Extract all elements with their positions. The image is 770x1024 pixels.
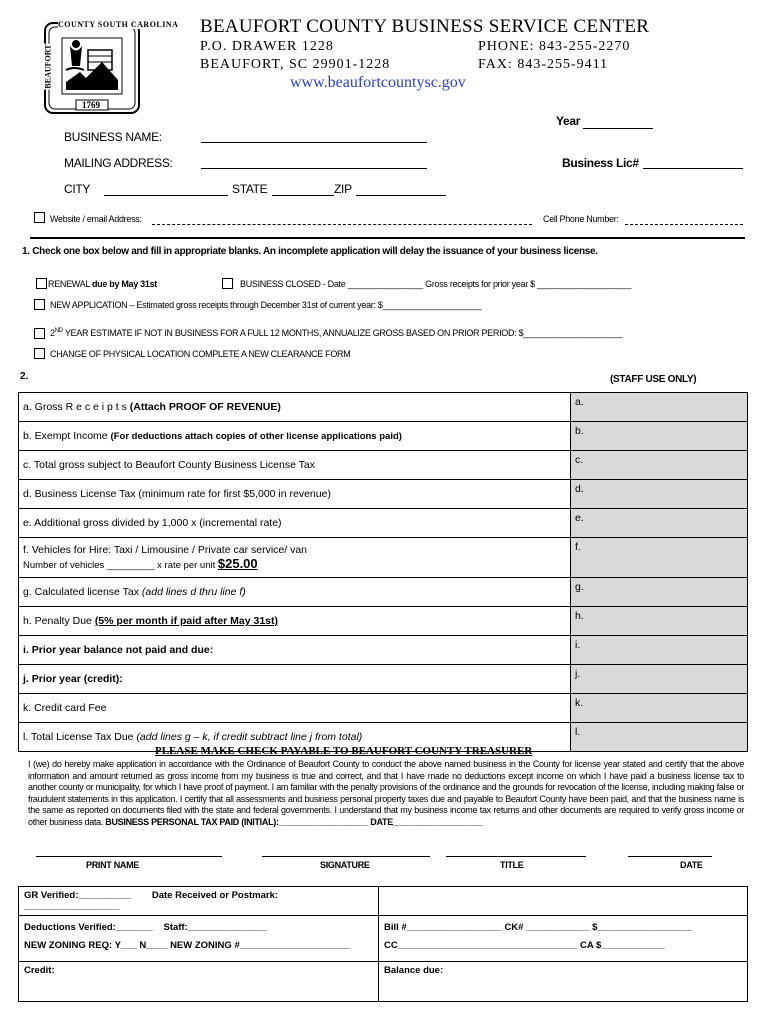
staff-cell: h. xyxy=(571,607,748,636)
second-year-label: 2ND YEAR ESTIMATE IF NOT IN BUSINESS FOR A FULL 12 MONTHS, ANNUALIZE GROSS BASED ON PRIOR PERIOD: $_____________________ xyxy=(50,328,623,338)
staff-cell: f. xyxy=(571,538,748,578)
date-received-field[interactable]: Date Received or Postmark: __________________ xyxy=(24,890,279,912)
change-location-checkbox[interactable] xyxy=(34,348,45,359)
table-row xyxy=(19,393,748,422)
closed-checkbox[interactable] xyxy=(222,278,233,289)
website-email-field[interactable] xyxy=(152,224,532,225)
phone-number: PHONE: 843-255-2270 xyxy=(478,39,631,54)
page-title: BEAUFORT COUNTY BUSINESS SERVICE CENTER xyxy=(200,16,650,37)
new-application-checkbox[interactable] xyxy=(34,299,45,310)
staff-field[interactable]: Staff:_______________ xyxy=(163,922,268,933)
license-tax-cell[interactable]: d. Business License Tax (minimum rate for first $5,000 in revenue) xyxy=(19,480,571,509)
staff-cell: g. xyxy=(571,578,748,607)
second-year-checkbox[interactable] xyxy=(34,328,45,339)
date-label: DATE xyxy=(680,860,703,870)
prior-credit-cell[interactable]: j. Prior year (credit): xyxy=(19,665,571,694)
seal-year: 1769 xyxy=(82,100,100,110)
table-row xyxy=(19,694,748,723)
certification-text: I (we) do hereby make application in accordance with the Ordinance of Beaufort County to conduct the above named business in the County for license year stated and certify that the above information and amount returned as gross income from my business is true and correct, and that I have made no deductions except income on which I have paid a business license tax to another county or municipality, for which I have proof of payment. I am familiar with the penalty provisions of the ordinance and the grounds for revocation of the license, including making false or fraudulent statements in this application. I certify that all assessments and business personal property taxes due and payable to Beaufort County have been paid, and that the business name is the same as reported on documents filed with the state and federal governments. I understand that my business income tax returns and other documents are required to verify gross income or other business data. BUSINESS PERSONAL TAX PAID (INITIAL):___________________ DATE___________________ xyxy=(28,759,744,827)
vehicles-line1: f. Vehicles for Hire: Taxi / Limousine / Private car service/ van xyxy=(23,543,308,556)
city-label: CITY xyxy=(64,182,91,196)
mailing-address-field[interactable] xyxy=(201,168,427,169)
staff-right-mid xyxy=(379,916,748,962)
staff-cell: c. xyxy=(571,451,748,480)
staff-cell: d. xyxy=(571,480,748,509)
table-row xyxy=(19,607,748,636)
staff-cell: e. xyxy=(571,509,748,538)
payable-notice: PLEASE MAKE CHECK PAYABLE TO BEAUFORT COUNTY TREASURER xyxy=(155,745,533,757)
date-line[interactable] xyxy=(628,856,712,857)
print-name-label: PRINT NAME xyxy=(86,860,139,870)
additional-gross-cell[interactable]: e. Additional gross divided by 1,000 x (incremental rate) xyxy=(19,509,571,538)
table-row xyxy=(19,887,748,916)
business-name-label: BUSINESS NAME: xyxy=(64,130,162,144)
county-seal xyxy=(43,20,179,114)
table-row xyxy=(19,636,748,665)
staff-cell: l. xyxy=(571,723,748,752)
seal-top-text: COUNTY SOUTH CAROLINA xyxy=(58,20,179,29)
staff-cell: b. xyxy=(571,422,748,451)
section-divider xyxy=(30,237,745,239)
staff-cell: j. xyxy=(571,665,748,694)
staff-cell: k. xyxy=(571,694,748,723)
license-calculation-table xyxy=(18,392,748,752)
deductions-verified-field[interactable]: Deductions Verified:_______ xyxy=(24,922,153,933)
table-row xyxy=(19,480,748,509)
total-tax-due-cell[interactable]: l. Total License Tax Due (add lines g – k, if credit subtract line j from total) xyxy=(19,723,571,752)
cell-phone-field[interactable] xyxy=(625,224,743,225)
signature-label: SIGNATURE xyxy=(320,860,370,870)
city-field[interactable] xyxy=(104,195,228,196)
renewal-label: RENEWAL due by May 31st xyxy=(48,279,157,289)
business-name-field[interactable] xyxy=(201,142,427,143)
vehicles-for-hire-cell[interactable] xyxy=(19,538,571,578)
address-line2: BEAUFORT, SC 29901-1228 xyxy=(200,57,391,72)
gr-verified-field[interactable]: GR Verified:__________ xyxy=(24,890,132,901)
bill-field[interactable]: Bill #__________________ CK# ____________ $__________________ xyxy=(384,922,693,933)
penalty-due-cell[interactable]: h. Penalty Due (5% per month if paid after May 31st) xyxy=(19,607,571,636)
seal-left-text: BEAUFORT xyxy=(43,44,53,89)
address-line1: P.O. DRAWER 1228 xyxy=(200,39,334,54)
section1-heading: 1. Check one box below and fill in appropriate blanks. An incomplete application will delay the issuance of your business license. xyxy=(22,246,598,257)
state-field[interactable] xyxy=(272,195,334,196)
table-row xyxy=(19,538,748,578)
calculated-tax-cell[interactable]: g. Calculated license Tax (add lines d thru line f) xyxy=(19,578,571,607)
staff-cell: a. xyxy=(571,393,748,422)
cell-phone-label: Cell Phone Number: xyxy=(543,214,619,224)
mailing-address-label: MAILING ADDRESS: xyxy=(64,156,173,170)
fax-number: FAX: 843-255-9411 xyxy=(478,57,609,72)
prior-balance-cell[interactable]: i. Prior year balance not paid and due: xyxy=(19,636,571,665)
total-gross-cell[interactable]: c. Total gross subject to Beaufort County Business License Tax xyxy=(19,451,571,480)
table-row xyxy=(19,422,748,451)
zip-field[interactable] xyxy=(356,195,446,196)
business-lic-field[interactable] xyxy=(643,168,743,169)
staff-use-only-label: (STAFF USE ONLY) xyxy=(610,374,697,385)
cc-field[interactable]: CC__________________________________ CA $____________ xyxy=(384,940,665,951)
table-row xyxy=(19,509,748,538)
title-label: TITLE xyxy=(500,860,524,870)
new-application-label: NEW APPLICATION – Estimated gross receipts through December 31st of current year: $_____________________ xyxy=(50,300,482,310)
zip-label: ZIP xyxy=(334,182,352,196)
credit-card-fee-cell[interactable]: k. Credit card Fee xyxy=(19,694,571,723)
section2-label: 2. xyxy=(20,371,29,382)
table-row xyxy=(19,578,748,607)
website-checkbox[interactable] xyxy=(34,212,45,223)
balance-due-cell[interactable]: Balance due: xyxy=(379,962,748,1002)
staff-left-mid xyxy=(19,916,379,962)
table-row xyxy=(19,665,748,694)
staff-right-top xyxy=(379,887,748,916)
zoning-field[interactable]: NEW ZONING REQ: Y___ N____ NEW ZONING #_____________________ xyxy=(24,940,351,951)
table-row xyxy=(19,962,748,1002)
staff-cell: i. xyxy=(571,636,748,665)
gross-receipts-cell[interactable]: a. Gross R e c e i p t s (Attach PROOF OF REVENUE) xyxy=(19,393,571,422)
staff-verification-box xyxy=(18,886,748,1002)
website-link[interactable]: www.beaufortcountysc.gov xyxy=(290,74,466,91)
table-row xyxy=(19,916,748,962)
exempt-income-cell[interactable]: b. Exempt Income (For deductions attach copies of other license applications paid) xyxy=(19,422,571,451)
year-label: Year xyxy=(556,114,581,128)
signature-line[interactable] xyxy=(262,856,430,857)
business-closed-label: BUSINESS CLOSED - Date ________________ Gross receipts for prior year $ ____________________ xyxy=(240,279,632,289)
title-line[interactable] xyxy=(446,856,586,857)
vehicles-line2: Number of vehicles _________ x rate per unit $25.00 xyxy=(23,555,258,571)
staff-left-top xyxy=(19,887,379,916)
state-label: STATE xyxy=(232,182,268,196)
print-name-line[interactable] xyxy=(36,856,222,857)
table-row xyxy=(19,451,748,480)
website-email-label: Website / email Address: xyxy=(50,214,142,224)
business-lic-label: Business Lic# xyxy=(562,156,639,170)
credit-cell[interactable]: Credit: xyxy=(19,962,379,1002)
renewal-checkbox[interactable] xyxy=(36,278,47,289)
change-location-label: CHANGE OF PHYSICAL LOCATION COMPLETE A NEW CLEARANCE FORM xyxy=(50,349,351,359)
year-field[interactable] xyxy=(583,128,653,129)
